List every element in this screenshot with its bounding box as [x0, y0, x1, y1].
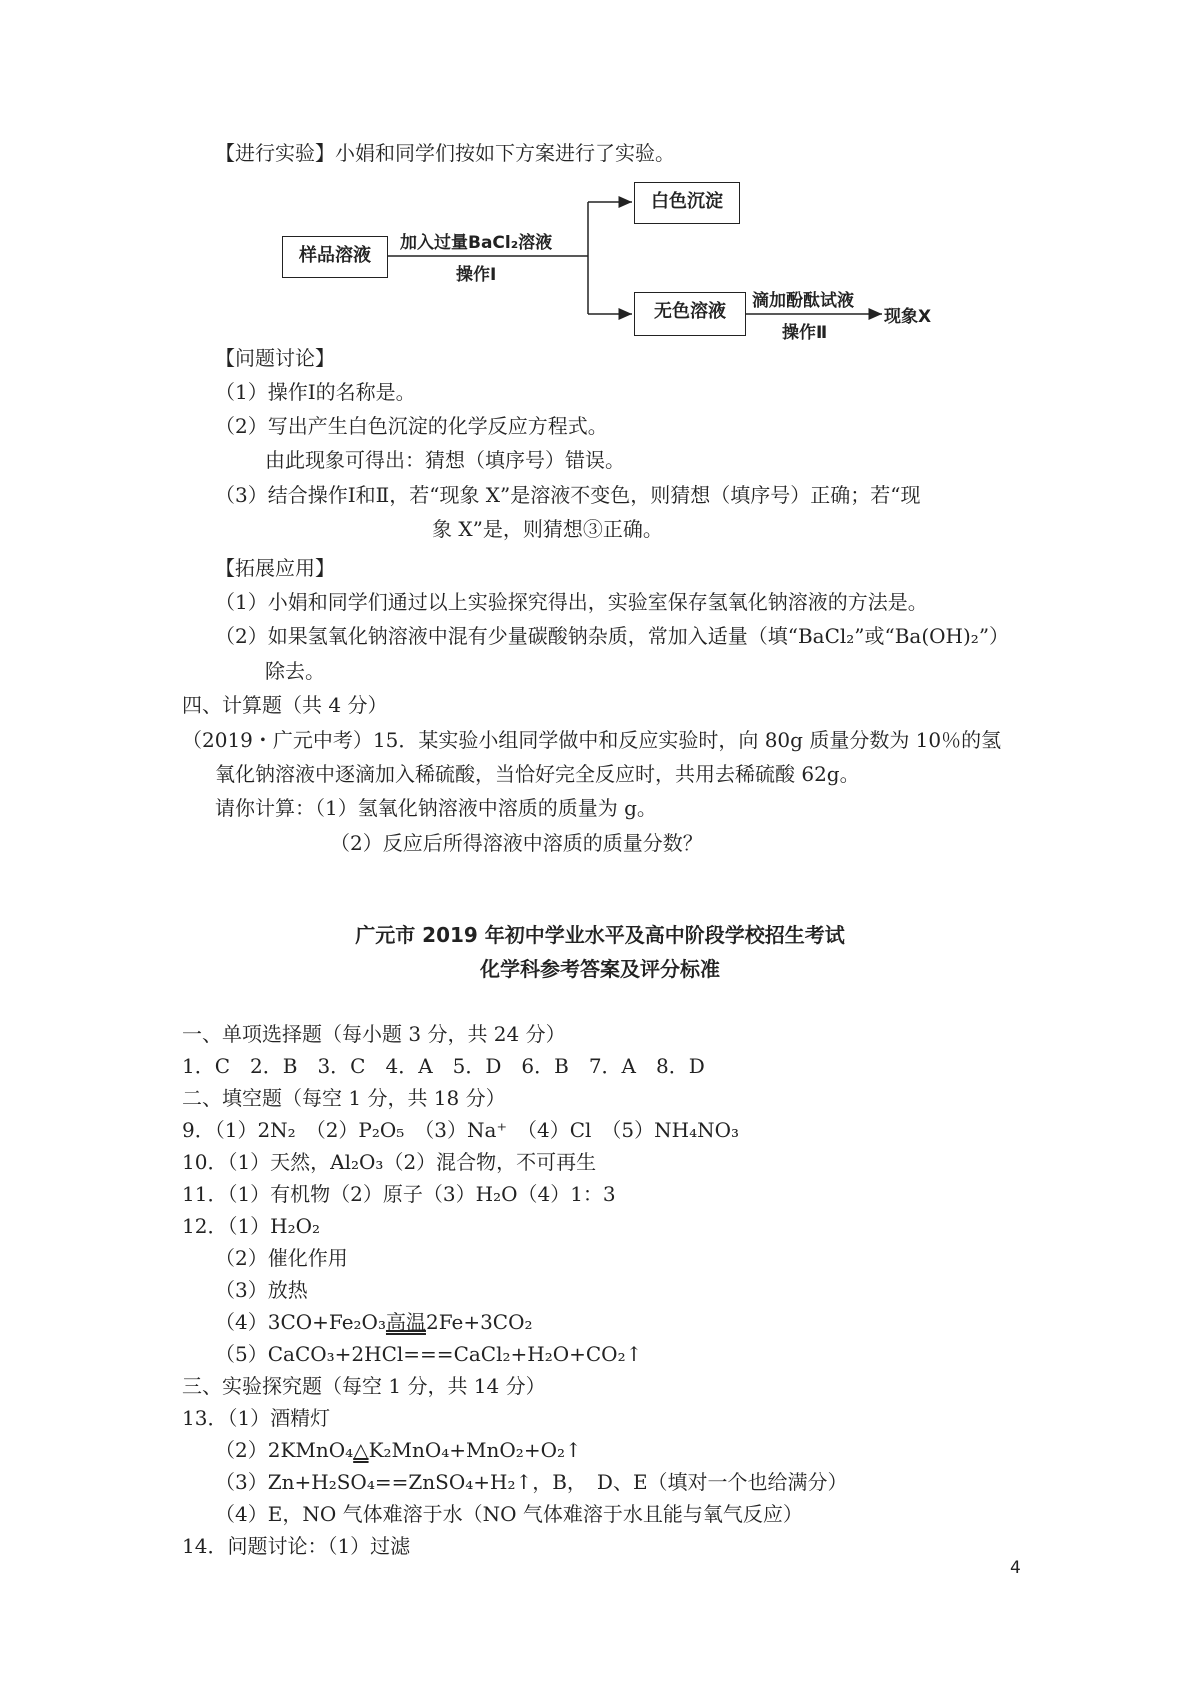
answer-12-1: 12．（1）H₂O₂ [182, 1214, 321, 1238]
calc-line-3: 请你计算：（1）氢氧化钠溶液中溶质的质量为 g。 [215, 796, 657, 820]
equation-reactants: （4）3CO+Fe₂O₃ [215, 1310, 386, 1334]
result-label: 现象X [884, 307, 932, 327]
equation-products: K₂MnO₄+MnO₂+O₂↑ [368, 1438, 582, 1462]
answer-subtitle: 化学科参考答案及评分标准 [480, 957, 720, 981]
answer-section-1: 一、单项选择题（每小题 3 分，共 24 分） [182, 1022, 566, 1046]
answer-13-4: （4）E，NO 气体难溶于水（NO 气体难溶于水且能与氧气反应） [215, 1502, 803, 1526]
reaction-condition: 高温 [385, 1310, 426, 1334]
extension-q1: （1）小娟和同学们通过以上实验探究得出，实验室保存氢氧化钠溶液的方法是。 [215, 590, 928, 614]
answer-12-4 [215, 1307, 533, 1337]
extension-heading: 【拓展应用】 [215, 556, 335, 580]
colorless-solution-box: 无色溶液 [634, 292, 746, 336]
answer-13-3: （3）Zn+H₂SO₄==ZnSO₄+H₂↑，B， D、E（填对一个也给满分） [215, 1470, 848, 1494]
op1-bottom-label: 操作Ⅰ [456, 265, 497, 285]
answer-10: 10．（1）天然，Al₂O₃（2）混合物，不可再生 [182, 1150, 597, 1174]
discussion-q3b: 象 X”是，则猜想③正确。 [432, 517, 663, 541]
op1-top-label: 加入过量BaCl₂溶液 [400, 233, 553, 253]
answer-title: 广元市 2019 年初中学业水平及高中阶段学校招生考试 [355, 923, 845, 947]
experiment-heading: 【进行实验】小娟和同学们按如下方案进行了实验。 [215, 141, 675, 165]
answer-12-3: （3）放热 [215, 1278, 308, 1302]
calc-line-4: （2）反应后所得溶液中溶质的质量分数？ [330, 831, 703, 855]
op2-bottom-label: 操作Ⅱ [782, 323, 828, 343]
experiment-flow-diagram [0, 0, 1200, 340]
answer-11: 11．（1）有机物（2）原子（3）H₂O（4）1：3 [182, 1182, 616, 1206]
discussion-q3: （3）结合操作Ⅰ和Ⅱ，若“现象 X”是溶液不变色，则猜想（填序号）正确；若“现 [215, 483, 921, 507]
discussion-q1: （1）操作Ⅰ的名称是。 [215, 380, 416, 404]
equation-products: 2Fe+3CO₂ [425, 1310, 533, 1334]
answer-section-3: 三、实验探究题（每空 1 分，共 14 分） [182, 1374, 546, 1398]
discussion-q2: （2）写出产生白色沉淀的化学反应方程式。 [215, 414, 608, 438]
answer-14: 14．问题讨论：（1）过滤 [182, 1534, 411, 1558]
page-number: 4 [1010, 1558, 1021, 1578]
answer-12-5: （5）CaCO₃+2HCl===CaCl₂+H₂O+CO₂↑ [215, 1342, 643, 1366]
calc-heading: 四、计算题（共 4 分） [182, 693, 388, 717]
calc-line-1: （2019・广元中考）15．某实验小组同学做中和反应实验时，向 80g 质量分数为 10％的氢 [182, 728, 1002, 752]
sample-solution-box: 样品溶液 [282, 236, 388, 278]
extension-q2: （2）如果氢氧化钠溶液中混有少量碳酸钠杂质，常加入适量（填“BaCl₂”或“Ba(OH)₂”） [215, 624, 1010, 648]
answer-mc: 1．C 2．B 3．C 4．A 5．D 6．B 7．A 8．D [182, 1054, 705, 1078]
op2-top-label: 滴加酚酞试液 [752, 291, 854, 311]
answer-13-2 [215, 1435, 582, 1465]
answer-13-1: 13．（1）酒精灯 [182, 1406, 331, 1430]
answer-12-2: （2）催化作用 [215, 1246, 348, 1270]
white-precipitate-box: 白色沉淀 [634, 182, 740, 224]
answer-section-2: 二、填空题（每空 1 分，共 18 分） [182, 1086, 506, 1110]
reaction-condition: △ [353, 1438, 369, 1462]
answer-9: 9．（1）2N₂ （2）P₂O₅ （3）Na⁺ （4）Cl （5）NH₄NO₃ [182, 1118, 740, 1142]
extension-q2b: 除去。 [265, 659, 325, 683]
calc-line-2: 氧化钠溶液中逐滴加入稀硫酸，当恰好完全反应时，共用去稀硫酸 62g。 [215, 762, 860, 786]
discussion-q2b: 由此现象可得出：猜想（填序号）错误。 [265, 448, 625, 472]
equation-reactants: （2）2KMnO₄ [215, 1438, 354, 1462]
discussion-heading: 【问题讨论】 [215, 346, 335, 370]
